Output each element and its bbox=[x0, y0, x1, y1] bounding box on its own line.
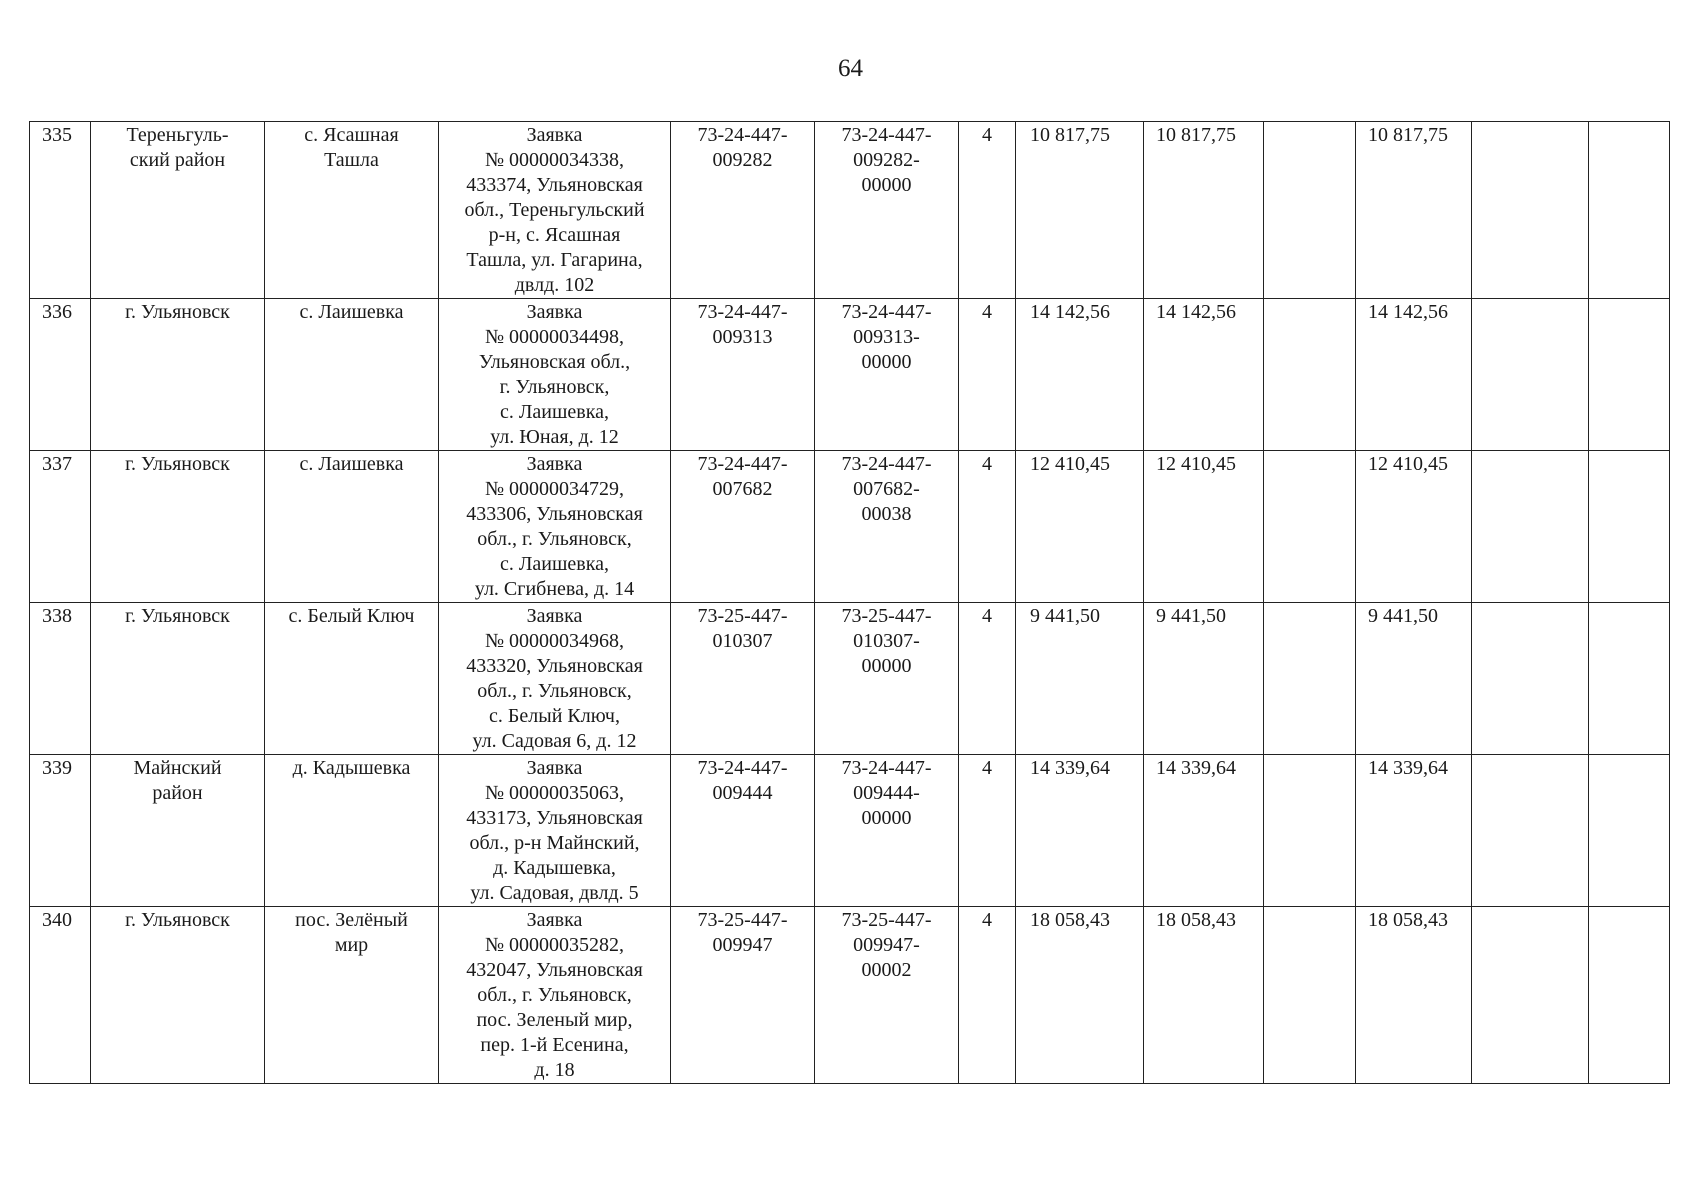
cell-line: ул. Юная, д. 12 bbox=[490, 426, 619, 448]
empty-cell bbox=[1589, 122, 1670, 299]
application-cell bbox=[439, 907, 671, 1084]
cell-line: обл., р-н Майнский, bbox=[469, 832, 640, 854]
cell-line: 73-24-447- bbox=[697, 453, 788, 475]
cell-line: 00002 bbox=[861, 959, 912, 981]
cell-line: 009313- bbox=[853, 326, 920, 348]
empty-cell bbox=[1264, 755, 1356, 907]
amount-cell: 12 410,45 bbox=[1144, 451, 1264, 603]
cell-line: 00000 bbox=[861, 655, 912, 677]
cell-line: 73-24-447- bbox=[841, 124, 932, 146]
cell-line: 433320, Ульяновская bbox=[466, 655, 643, 677]
application-cell bbox=[439, 603, 671, 755]
full-code-cell bbox=[815, 299, 959, 451]
cell-line: Заявка bbox=[526, 124, 583, 146]
row-number-cell: 338 bbox=[30, 603, 91, 755]
cell-line: с. Ясашная bbox=[304, 124, 399, 146]
amount-cell: 14 339,64 bbox=[1016, 755, 1144, 907]
district-cell bbox=[91, 755, 265, 907]
locality-cell bbox=[265, 299, 439, 451]
cell-line: д. Кадышевка, bbox=[493, 857, 616, 879]
quantity-cell: 4 bbox=[959, 122, 1016, 299]
empty-cell bbox=[1472, 299, 1589, 451]
cell-line: с. Лаишевка, bbox=[499, 553, 610, 575]
cell-line: 009282- bbox=[853, 149, 920, 171]
cell-line: Заявка bbox=[526, 757, 583, 779]
code-cell bbox=[671, 603, 815, 755]
cell-line: 007682 bbox=[712, 478, 773, 500]
cell-line: 73-24-447- bbox=[697, 757, 788, 779]
cell-line: Заявка bbox=[526, 453, 583, 475]
amount-cell: 18 058,43 bbox=[1016, 907, 1144, 1084]
page-number: 64 bbox=[838, 55, 863, 82]
cell-line: № 00000035063, bbox=[484, 782, 625, 804]
application-cell bbox=[439, 755, 671, 907]
cell-line: пос. Зеленый мир, bbox=[476, 1009, 633, 1031]
row-number-cell: 340 bbox=[30, 907, 91, 1084]
cell-line: г. Ульяновск bbox=[125, 453, 230, 475]
amount-cell: 12 410,45 bbox=[1016, 451, 1144, 603]
quantity-cell: 4 bbox=[959, 299, 1016, 451]
application-cell bbox=[439, 451, 671, 603]
cell-line: № 00000034968, bbox=[484, 630, 625, 652]
cell-line: 73-24-447- bbox=[697, 301, 788, 323]
cell-line: мир bbox=[334, 934, 369, 956]
amount-cell: 9 441,50 bbox=[1356, 603, 1472, 755]
cell-line: 433374, Ульяновская bbox=[466, 174, 643, 196]
full-code-cell bbox=[815, 122, 959, 299]
empty-cell bbox=[1472, 451, 1589, 603]
amount-cell: 10 817,75 bbox=[1016, 122, 1144, 299]
empty-cell bbox=[1264, 451, 1356, 603]
locality-cell bbox=[265, 122, 439, 299]
cell-line: пос. Зелёный bbox=[295, 909, 408, 931]
full-code-cell bbox=[815, 907, 959, 1084]
amount-cell: 18 058,43 bbox=[1356, 907, 1472, 1084]
cell-line: район bbox=[152, 782, 203, 804]
empty-cell bbox=[1589, 755, 1670, 907]
district-cell bbox=[91, 122, 265, 299]
cell-line: г. Ульяновск bbox=[125, 301, 230, 323]
cell-line: 73-24-447- bbox=[841, 301, 932, 323]
cell-line: г. Ульяновск, bbox=[499, 376, 610, 398]
full-code-cell bbox=[815, 451, 959, 603]
locality-cell bbox=[265, 603, 439, 755]
records-table bbox=[29, 121, 1670, 1084]
row-number-cell: 337 bbox=[30, 451, 91, 603]
cell-line: 73-25-447- bbox=[841, 605, 932, 627]
district-cell bbox=[91, 299, 265, 451]
locality-cell bbox=[265, 755, 439, 907]
code-cell bbox=[671, 299, 815, 451]
amount-cell: 10 817,75 bbox=[1144, 122, 1264, 299]
locality-cell bbox=[265, 907, 439, 1084]
empty-cell bbox=[1472, 907, 1589, 1084]
district-cell bbox=[91, 451, 265, 603]
cell-line: обл., г. Ульяновск, bbox=[477, 528, 632, 550]
empty-cell bbox=[1264, 907, 1356, 1084]
cell-line: 009444 bbox=[712, 782, 773, 804]
cell-line: 009947- bbox=[853, 934, 920, 956]
quantity-cell: 4 bbox=[959, 603, 1016, 755]
district-cell bbox=[91, 603, 265, 755]
cell-line: г. Ульяновск bbox=[125, 605, 230, 627]
row-number-cell: 335 bbox=[30, 122, 91, 299]
cell-line: 73-25-447- bbox=[841, 909, 932, 931]
cell-line: 010307 bbox=[712, 630, 773, 652]
cell-line: № 00000035282, bbox=[484, 934, 625, 956]
locality-cell bbox=[265, 451, 439, 603]
application-cell bbox=[439, 122, 671, 299]
amount-cell: 14 339,64 bbox=[1356, 755, 1472, 907]
amount-cell: 14 142,56 bbox=[1016, 299, 1144, 451]
code-cell bbox=[671, 451, 815, 603]
amount-cell: 14 142,56 bbox=[1356, 299, 1472, 451]
cell-line: двлд. 102 bbox=[514, 274, 595, 296]
application-cell bbox=[439, 299, 671, 451]
cell-line: Заявка bbox=[526, 301, 583, 323]
cell-line: с. Белый Ключ bbox=[288, 605, 415, 627]
quantity-cell: 4 bbox=[959, 907, 1016, 1084]
table-row bbox=[30, 755, 1670, 907]
empty-cell bbox=[1264, 603, 1356, 755]
cell-line: ул. Сгибнева, д. 14 bbox=[474, 578, 635, 600]
full-code-cell bbox=[815, 603, 959, 755]
row-number-cell: 336 bbox=[30, 299, 91, 451]
empty-cell bbox=[1472, 603, 1589, 755]
table-row bbox=[30, 907, 1670, 1084]
cell-line: 00000 bbox=[861, 174, 912, 196]
row-number-cell: 339 bbox=[30, 755, 91, 907]
cell-line: № 00000034338, bbox=[484, 149, 625, 171]
empty-cell bbox=[1264, 299, 1356, 451]
cell-line: 73-24-447- bbox=[841, 453, 932, 475]
empty-cell bbox=[1589, 451, 1670, 603]
cell-line: 009313 bbox=[712, 326, 773, 348]
cell-line: 007682- bbox=[853, 478, 920, 500]
cell-line: р-н, с. Ясашная bbox=[488, 224, 621, 246]
cell-line: № 00000034498, bbox=[484, 326, 625, 348]
table-row bbox=[30, 451, 1670, 603]
cell-line: г. Ульяновск bbox=[125, 909, 230, 931]
cell-line: 433173, Ульяновская bbox=[466, 807, 643, 829]
cell-line: 432047, Ульяновская bbox=[466, 959, 643, 981]
table-body bbox=[30, 122, 1670, 1084]
table-row bbox=[30, 299, 1670, 451]
empty-cell bbox=[1589, 907, 1670, 1084]
amount-cell: 9 441,50 bbox=[1016, 603, 1144, 755]
cell-line: обл., г. Ульяновск, bbox=[477, 984, 632, 1006]
empty-cell bbox=[1472, 755, 1589, 907]
empty-cell bbox=[1589, 299, 1670, 451]
cell-line: 00000 bbox=[861, 807, 912, 829]
quantity-cell: 4 bbox=[959, 755, 1016, 907]
cell-line: 009282 bbox=[712, 149, 773, 171]
cell-line: 00000 bbox=[861, 351, 912, 373]
cell-line: ул. Садовая, двлд. 5 bbox=[470, 882, 639, 904]
cell-line: 433306, Ульяновская bbox=[466, 503, 643, 525]
amount-cell: 14 142,56 bbox=[1144, 299, 1264, 451]
code-cell bbox=[671, 907, 815, 1084]
cell-line: обл., Тереньгульский bbox=[464, 199, 645, 221]
cell-line: с. Лаишевка, bbox=[499, 401, 610, 423]
cell-line: 009947 bbox=[712, 934, 773, 956]
cell-line: 010307- bbox=[853, 630, 920, 652]
cell-line: д. Кадышевка bbox=[292, 757, 411, 779]
cell-line: ский район bbox=[129, 149, 226, 171]
code-cell bbox=[671, 755, 815, 907]
cell-line: 73-25-447- bbox=[697, 605, 788, 627]
cell-line: 73-24-447- bbox=[841, 757, 932, 779]
empty-cell bbox=[1472, 122, 1589, 299]
cell-line: 009444- bbox=[853, 782, 920, 804]
cell-line: Ульяновская обл., bbox=[478, 351, 631, 373]
empty-cell bbox=[1264, 122, 1356, 299]
amount-cell: 14 339,64 bbox=[1144, 755, 1264, 907]
amount-cell: 10 817,75 bbox=[1356, 122, 1472, 299]
cell-line: обл., г. Ульяновск, bbox=[477, 680, 632, 702]
cell-line: ул. Садовая 6, д. 12 bbox=[472, 730, 637, 752]
cell-line: 73-25-447- bbox=[697, 909, 788, 931]
amount-cell: 18 058,43 bbox=[1144, 907, 1264, 1084]
cell-line: Ташла, ул. Гагарина, bbox=[466, 249, 643, 271]
cell-line: с. Лаишевка bbox=[299, 453, 404, 475]
cell-line: пер. 1-й Есенина, bbox=[480, 1034, 629, 1056]
quantity-cell: 4 bbox=[959, 451, 1016, 603]
cell-line: 73-24-447- bbox=[697, 124, 788, 146]
cell-line: Майнский bbox=[133, 757, 222, 779]
amount-cell: 12 410,45 bbox=[1356, 451, 1472, 603]
full-code-cell bbox=[815, 755, 959, 907]
code-cell bbox=[671, 122, 815, 299]
cell-line: д. 18 bbox=[534, 1059, 575, 1081]
table-row bbox=[30, 122, 1670, 299]
cell-line: Заявка bbox=[526, 909, 583, 931]
amount-cell: 9 441,50 bbox=[1144, 603, 1264, 755]
cell-line: № 00000034729, bbox=[484, 478, 625, 500]
cell-line: Заявка bbox=[526, 605, 583, 627]
cell-line: с. Белый Ключ, bbox=[489, 705, 620, 727]
table-row bbox=[30, 603, 1670, 755]
cell-line: Тереньгуль- bbox=[126, 124, 229, 146]
cell-line: с. Лаишевка bbox=[299, 301, 404, 323]
empty-cell bbox=[1589, 603, 1670, 755]
cell-line: 00038 bbox=[861, 503, 912, 525]
cell-line: Ташла bbox=[324, 149, 379, 171]
district-cell bbox=[91, 907, 265, 1084]
